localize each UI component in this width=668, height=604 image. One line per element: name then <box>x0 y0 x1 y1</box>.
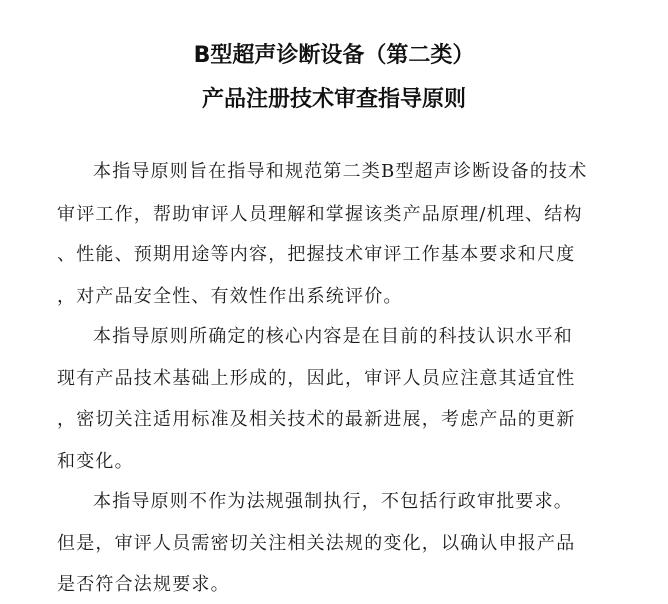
paragraph-line: 本指导原则所确定的核心内容是在目前的科技认识水平和 <box>93 326 573 347</box>
paragraph-line: 是否符合法规要求。 <box>57 574 230 595</box>
paragraph-line: ，对产品安全性、有效性作出系统评价。 <box>57 286 403 307</box>
paragraph-line: ，密切关注适用标准及相关技术的最新进展，考虑产品的更新 <box>57 409 576 430</box>
document-title-line-1: B型超声诊断设备（第二类） <box>193 43 475 68</box>
paragraph-line: 、性能、预期用途等内容，把握技术审评工作基本要求和尺度 <box>57 244 576 265</box>
paragraph-line: 审评工作，帮助审评人员理解和掌握该类产品原理/机理、结构 <box>57 204 583 225</box>
document-title-line-2: 产品注册技术审查指导原则 <box>201 87 466 112</box>
paragraph-line: 但是，审评人员需密切关注相关法规的变化，以确认申报产品 <box>57 533 576 554</box>
paragraph-line: 和变化。 <box>57 451 134 472</box>
paragraph-line: 本指导原则不作为法规强制执行，不包括行政审批要求。 <box>93 491 573 512</box>
paragraph-line: 现有产品技术基础上形成的，因此，审评人员应注意其适宜性 <box>57 368 576 389</box>
paragraph-line: 本指导原则旨在指导和规范第二类B型超声诊断设备的技术 <box>93 161 588 182</box>
